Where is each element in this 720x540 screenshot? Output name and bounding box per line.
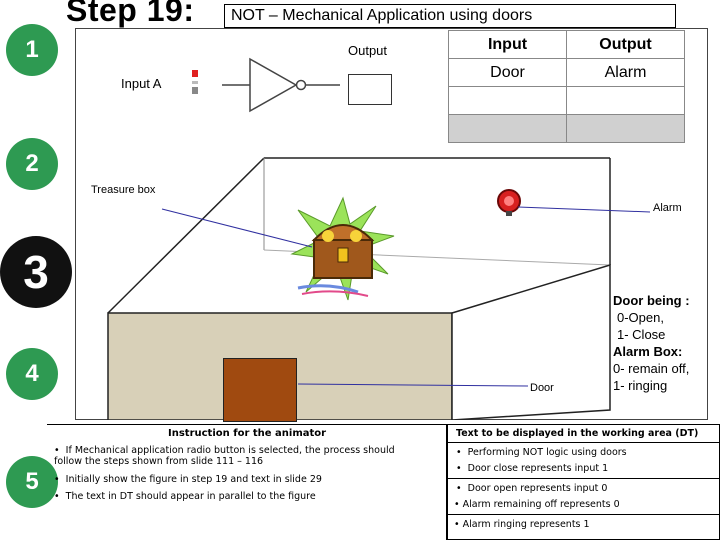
header-input: Input bbox=[449, 31, 567, 59]
dt-line: • Performing NOT logic using doors bbox=[456, 447, 627, 458]
legend-alarm-on: 1- ringing bbox=[613, 378, 668, 393]
dt-panel bbox=[447, 424, 720, 540]
step-marker-3-label: 3 bbox=[23, 246, 49, 298]
legend-alarm-off: 0- remain off, bbox=[613, 361, 690, 376]
legend-door-open: 0-Open, bbox=[617, 310, 664, 325]
step-marker-4-label: 4 bbox=[25, 360, 39, 387]
legend-alarm-title: Alarm Box: bbox=[613, 344, 683, 359]
legend-door-close: 1- Close bbox=[617, 327, 666, 342]
header-output: Output bbox=[567, 31, 685, 59]
dt-line: • Door close represents input 1 bbox=[448, 459, 719, 479]
cell-output: Alarm bbox=[567, 59, 685, 87]
legend-door-title: Door being : bbox=[613, 293, 690, 308]
input-a-label: Input A bbox=[121, 76, 162, 91]
dt-line: • Alarm remaining off represents 0 bbox=[448, 495, 719, 515]
slide-subtitle-text: NOT – Mechanical Application using doors bbox=[231, 7, 533, 24]
dt-line-text: Door close represents input 1 bbox=[467, 463, 609, 474]
dt-line-text: Door open represents input 0 bbox=[467, 483, 608, 494]
step-marker-5-label: 5 bbox=[25, 468, 39, 495]
animator-bullet: • Initially show the figure in step 19 and text in slide 29 bbox=[54, 474, 322, 485]
treasure-box-label: Treasure box bbox=[91, 184, 156, 196]
dt-line-text: Alarm remaining off represents 0 bbox=[462, 499, 620, 510]
cell-input: Door bbox=[449, 59, 567, 87]
animator-bullet-text: Initially show the figure in step 19 and text in slide 29 bbox=[65, 474, 322, 485]
dt-line-text: Alarm ringing represents 1 bbox=[462, 519, 590, 530]
dt-line: • Alarm ringing represents 1 bbox=[454, 519, 590, 530]
animator-bullet-text: The text in DT should appear in parallel to the figure bbox=[65, 491, 316, 502]
animator-title: Instruction for the animator bbox=[168, 428, 327, 439]
step-title: Step 19: bbox=[66, 0, 195, 28]
animator-bullet: • The text in DT should appear in parallel to the figure bbox=[54, 491, 316, 502]
step-marker-1-label: 1 bbox=[25, 36, 39, 63]
dt-line: • Door open represents input 0 bbox=[456, 483, 608, 494]
output-label: Output bbox=[348, 43, 388, 58]
dt-title: Text to be displayed in the working area (DT) bbox=[448, 425, 719, 443]
animator-bullet-text: If Mechanical application radio button is selected, the process should follow the steps shown from slide 111 – 116 bbox=[54, 445, 395, 467]
dt-line-text: Performing NOT logic using doors bbox=[467, 447, 627, 458]
state-legend bbox=[613, 292, 690, 394]
alarm-label: Alarm bbox=[653, 202, 682, 214]
animator-bullet: • If Mechanical application radio button is selected, the process should follow the steps shown from slide 111 – 116 bbox=[54, 445, 395, 467]
door-label: Door bbox=[530, 382, 554, 394]
step-marker-2-label: 2 bbox=[25, 150, 39, 177]
